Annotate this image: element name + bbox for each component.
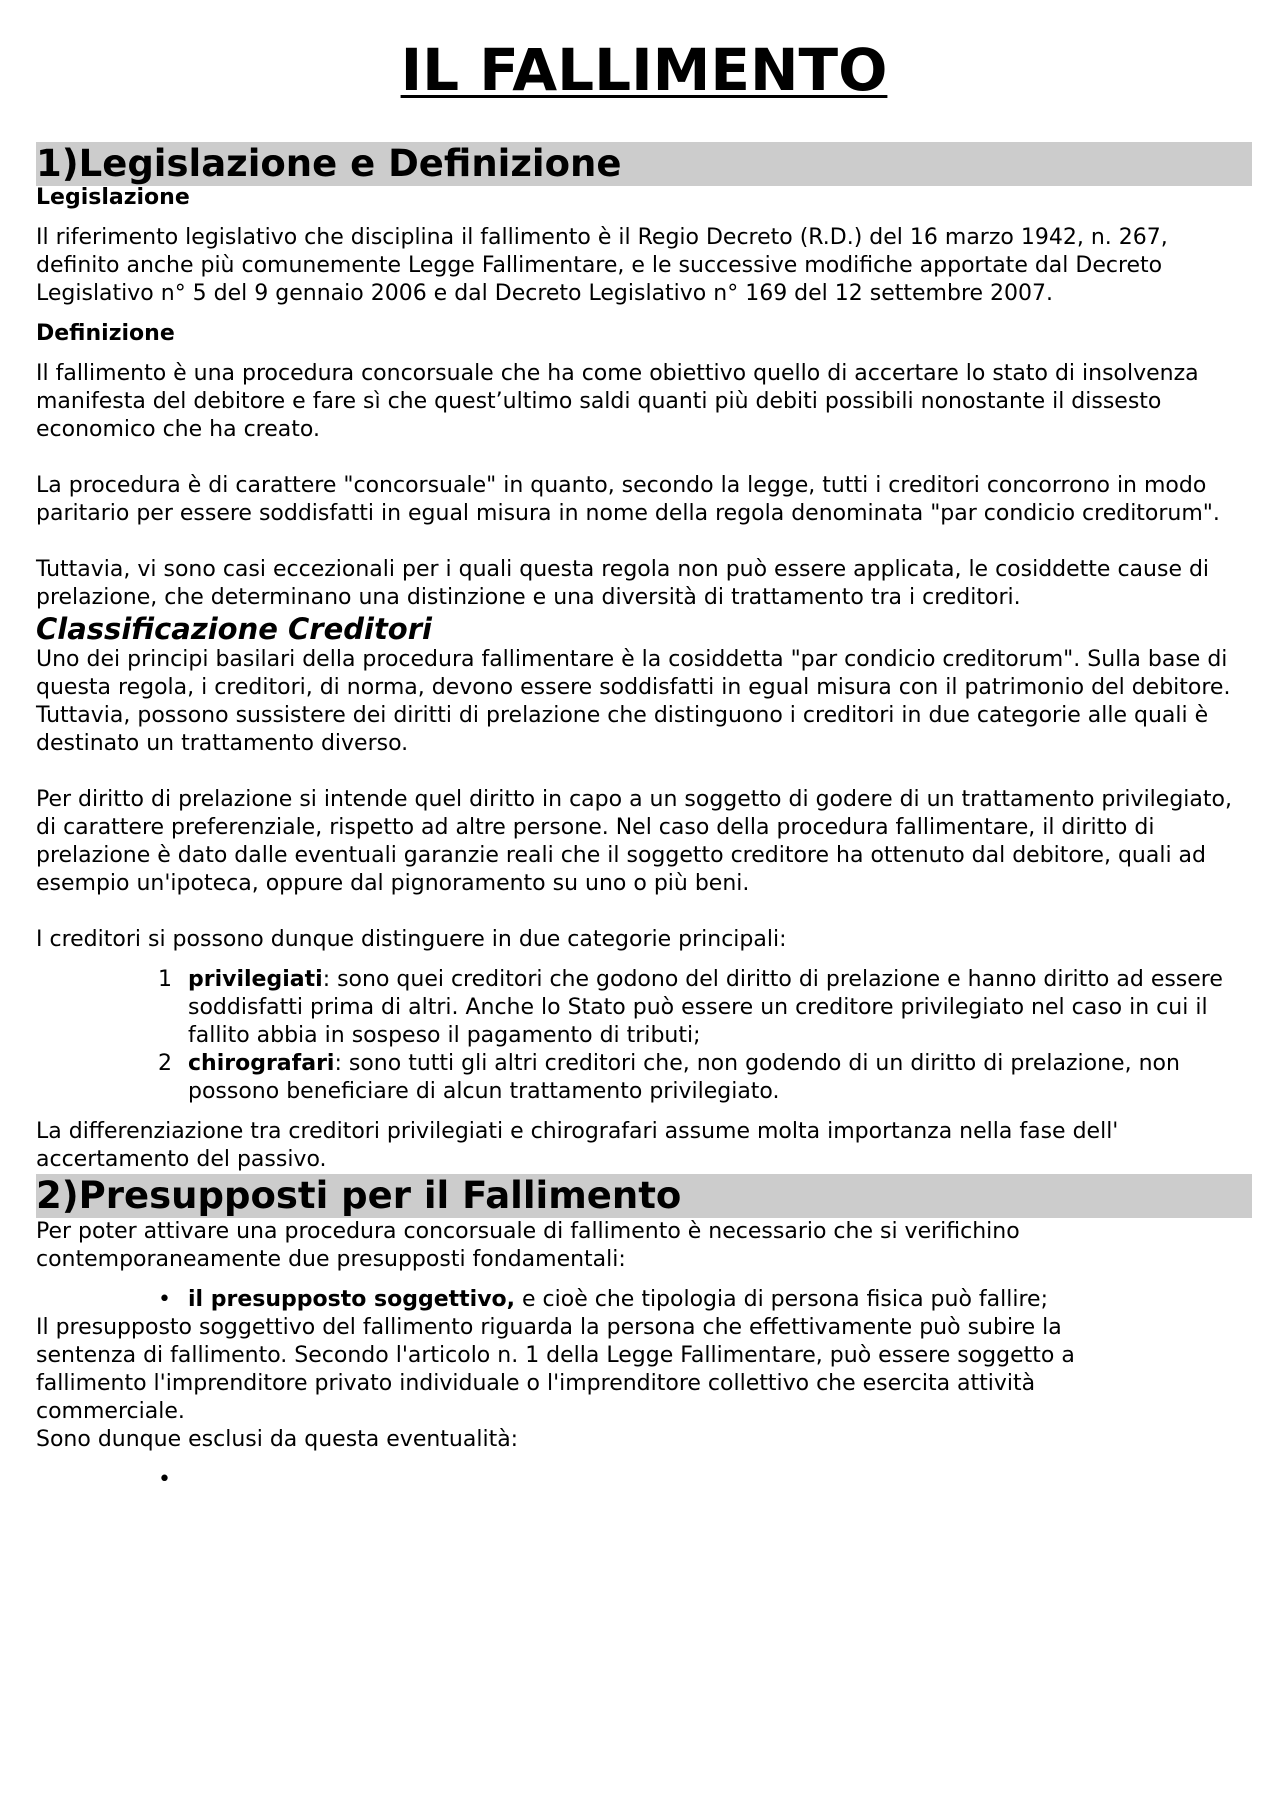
bullet-icon: •: [158, 1287, 171, 1312]
term-presupposto-soggettivo: il presupposto soggettivo,: [188, 1287, 516, 1312]
paragraph-classificazione-2: Per diritto di prelazione si intende quel diritto in capo a un soggetto di godere di un trattamento privilegiato, di carattere preferenziale, rispetto ad altre persone. Nel caso della procedura fallimentare, il diritto di prelazione è dato dalle eventuali garanzie reali che il soggetto creditore ha ottenuto dal debitore, quali ad esempio un'ipoteca, oppure dal pignoramento su uno o più beni.: [36, 787, 1232, 896]
subheading-classificazione-creditori: Classificazione Creditori: [36, 612, 432, 646]
document-page: [36, 0, 1252, 1494]
paragraph-presupposti-intro: Per poter attivare una procedura concorsuale di fallimento è necessario che si verifichino contemporaneamente due presupposti fondamentali:: [36, 1219, 1020, 1272]
bullet-text: e cioè che tipologia di persona fisica può fallire;: [515, 1287, 1048, 1312]
term-chirografari: chirografari: [188, 1051, 335, 1076]
list-item-empty: [36, 1466, 1252, 1494]
list-item: [36, 1050, 1252, 1106]
paragraph-soggettivo-2: Sono dunque esclusi da questa eventualità:: [36, 1427, 519, 1452]
section-heading-legislazione-definizione: 1)Legislazione e Definizione: [36, 142, 1252, 186]
paragraph-definizione-1: Il fallimento è una procedura concorsuale che ha come obiettivo quello di accertare lo stato di insolvenza manifesta del debitore e fare sì che quest’ultimo saldi quanti più debiti possibili nonostante il dissesto economico che ha creato.: [36, 361, 1199, 442]
paragraph-classificazione-4: La differenziazione tra creditori privilegiati e chirografari assume molta importanza nella fase dell' accertamento del passivo.: [36, 1119, 1119, 1172]
creditor-categories-list: [36, 966, 1252, 1106]
list-item: [36, 1286, 1252, 1314]
paragraph-legislazione: Il riferimento legislativo che disciplina il fallimento è il Regio Decreto (R.D.) del 16 marzo 1942, n. 267, definito anche più comunemente Legge Fallimentare, e le successive modifiche apportate dal Decreto Legislativo n° 5 del 9 gennaio 2006 e dal Decreto Legislativo n° 169 del 12 settembre 2007.: [36, 225, 1168, 306]
section-heading-presupposti: 2)Presupposti per il Fallimento: [36, 1174, 1252, 1218]
paragraph-classificazione-1: Uno dei principi basilari della procedura fallimentare è la cosiddetta "par condicio creditorum". Sulla base di questa regola, i creditori, di norma, devono essere soddisfatti in egual misura con il patrimonio del debitore. Tuttavia, possono sussistere dei diritti di prelazione che distinguono i creditori in due categorie alle quali è destinato un trattamento diverso.: [36, 647, 1231, 756]
list-item: [36, 966, 1252, 1050]
list-number: 1: [158, 967, 172, 992]
bullet-icon: •: [158, 1467, 171, 1492]
paragraph-definizione-2: La procedura è di carattere "concorsuale" in quanto, secondo la legge, tutti i creditori concorrono in modo paritario per essere soddisfatti in egual misura in nome della regola denominata "par condicio creditorum".: [36, 473, 1220, 526]
term-privilegiati: privilegiati: [188, 967, 323, 992]
list-number: 2: [158, 1051, 172, 1076]
paragraph-classificazione-3: I creditori si possono dunque distinguere in due categorie principali:: [36, 927, 787, 952]
paragraph-definizione-3: Tuttavia, vi sono casi eccezionali per i quali questa regola non può essere applicata, le cosiddette cause di prelazione, che determinano una distinzione e una diversità di trattamento tra i creditori.: [36, 557, 1210, 610]
document-title: IL FALLIMENTO: [400, 36, 888, 104]
definition-text: : sono quei creditori che godono del diritto di prelazione e hanno diritto ad essere soddisfatti prima di altri. Anche lo Stato può essere un creditore privilegiato nel caso in cui il fallito abbia in sospeso il pagamento di tributi;: [188, 967, 1223, 1048]
paragraph-soggettivo-1: Il presupposto soggettivo del fallimento riguarda la persona che effettivamente può subire la sentenza di fallimento. Secondo l'articolo n. 1 della Legge Fallimentare, può essere soggetto a fallimento l'imprenditore privato individuale o l'imprenditore collettivo che esercita attività commerciale.: [36, 1315, 1075, 1424]
definition-text: : sono tutti gli altri creditori che, non godendo di un diritto di prelazione, non possono beneficiare di alcun trattamento privilegiato.: [188, 1051, 1180, 1104]
subheading-definizione: Definizione: [36, 321, 175, 346]
subheading-legislazione: Legislazione: [36, 185, 190, 210]
